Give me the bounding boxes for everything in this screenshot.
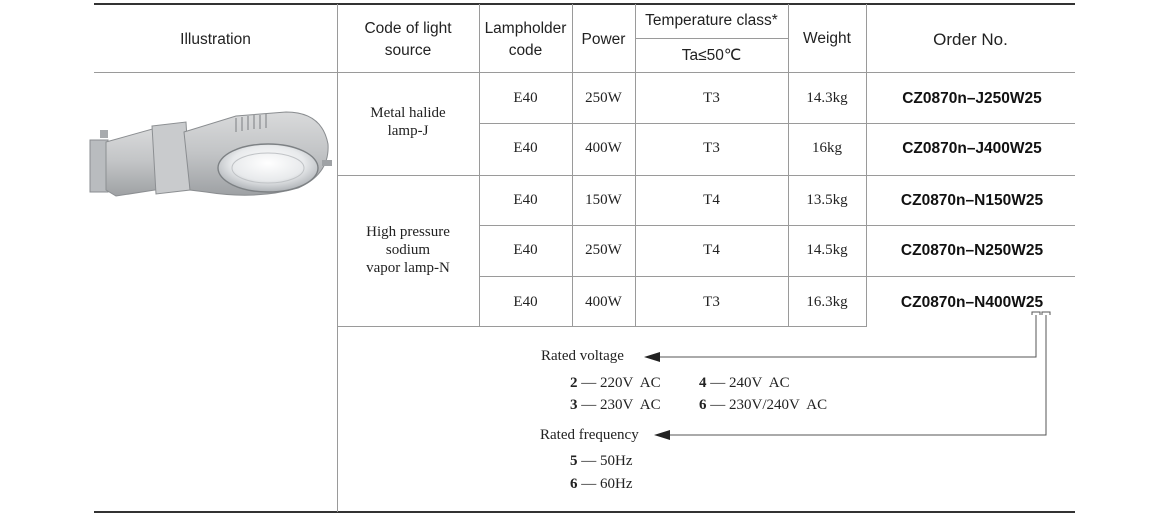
- power-cell: 400W: [585, 140, 622, 156]
- lampholder-cell: E40: [513, 242, 538, 258]
- light-source-metal-halide: Metal halide lamp-J: [370, 105, 446, 139]
- group-rule: [337, 175, 1075, 176]
- order-number-cell: CZ0870n–N250W25: [900, 242, 1044, 259]
- order-number-cell: CZ0870n–J400W25: [902, 140, 1042, 157]
- weight-cell: 14.5kg: [806, 242, 848, 258]
- lampholder-cell: E40: [513, 192, 538, 208]
- row-rule: [479, 123, 1075, 124]
- header-lampholder-code: Lampholder code: [484, 20, 567, 59]
- temp-class-cell: T3: [703, 140, 720, 156]
- weight-cell: 14.3kg: [806, 90, 848, 106]
- table-top-rule: [94, 3, 1075, 5]
- temp-class-cell: T4: [703, 192, 720, 208]
- table-bottom-rule: [94, 511, 1075, 513]
- col-divider: [788, 4, 789, 327]
- light-source-high-pressure-sodium: High pressure sodium vapor lamp-N: [366, 224, 450, 276]
- voltage-option: 3 — 230V AC: [570, 397, 661, 413]
- temp-sub-rule: [636, 38, 788, 39]
- header-bottom-rule: [94, 72, 1075, 73]
- order-number-cell: CZ0870n–N400W25: [900, 294, 1044, 311]
- col-divider: [866, 4, 867, 327]
- temp-class-cell: T3: [703, 90, 720, 106]
- voltage-option: 6 — 230V/240V AC: [699, 397, 828, 413]
- lampholder-cell: E40: [513, 90, 538, 106]
- code-callout-arrows: [630, 310, 1060, 450]
- power-cell: 250W: [585, 90, 622, 106]
- power-cell: 150W: [585, 192, 622, 208]
- power-cell: 250W: [585, 242, 622, 258]
- weight-cell: 16.3kg: [806, 294, 848, 310]
- frequency-arrow-head: [654, 430, 670, 440]
- header-illustration: Illustration: [180, 31, 251, 48]
- temp-class-cell: T3: [703, 294, 720, 310]
- street-lamp-illustration: [86, 104, 338, 204]
- row-rule: [479, 276, 1075, 277]
- header-code-light-source: Code of light source: [364, 20, 452, 59]
- header-temperature-class: Temperature class*: [645, 12, 778, 29]
- temp-class-cell: T4: [703, 242, 720, 258]
- voltage-option: 4 — 240V AC: [699, 375, 790, 391]
- frequency-option: 5 — 50Hz: [570, 453, 633, 469]
- header-weight: Weight: [803, 30, 851, 47]
- rated-voltage-label: Rated voltage: [541, 348, 624, 364]
- weight-cell: 13.5kg: [806, 192, 848, 208]
- header-power: Power: [581, 31, 626, 48]
- frequency-option: 6 — 60Hz: [570, 476, 633, 492]
- col-divider: [572, 4, 573, 327]
- header-order-no: Order No.: [933, 30, 1008, 49]
- lampholder-cell: E40: [513, 294, 538, 310]
- power-cell: 400W: [585, 294, 622, 310]
- rated-frequency-label: Rated frequency: [540, 427, 639, 443]
- header-temperature-condition: Ta≤50℃: [681, 47, 742, 64]
- order-number-cell: CZ0870n–J250W25: [902, 90, 1042, 107]
- order-number-cell: CZ0870n–N150W25: [900, 192, 1044, 209]
- voltage-option: 2 — 220V AC: [570, 375, 661, 391]
- lampholder-cell: E40: [513, 140, 538, 156]
- weight-cell: 16kg: [812, 140, 842, 156]
- voltage-arrow-head: [644, 352, 660, 362]
- row-rule: [479, 225, 1075, 226]
